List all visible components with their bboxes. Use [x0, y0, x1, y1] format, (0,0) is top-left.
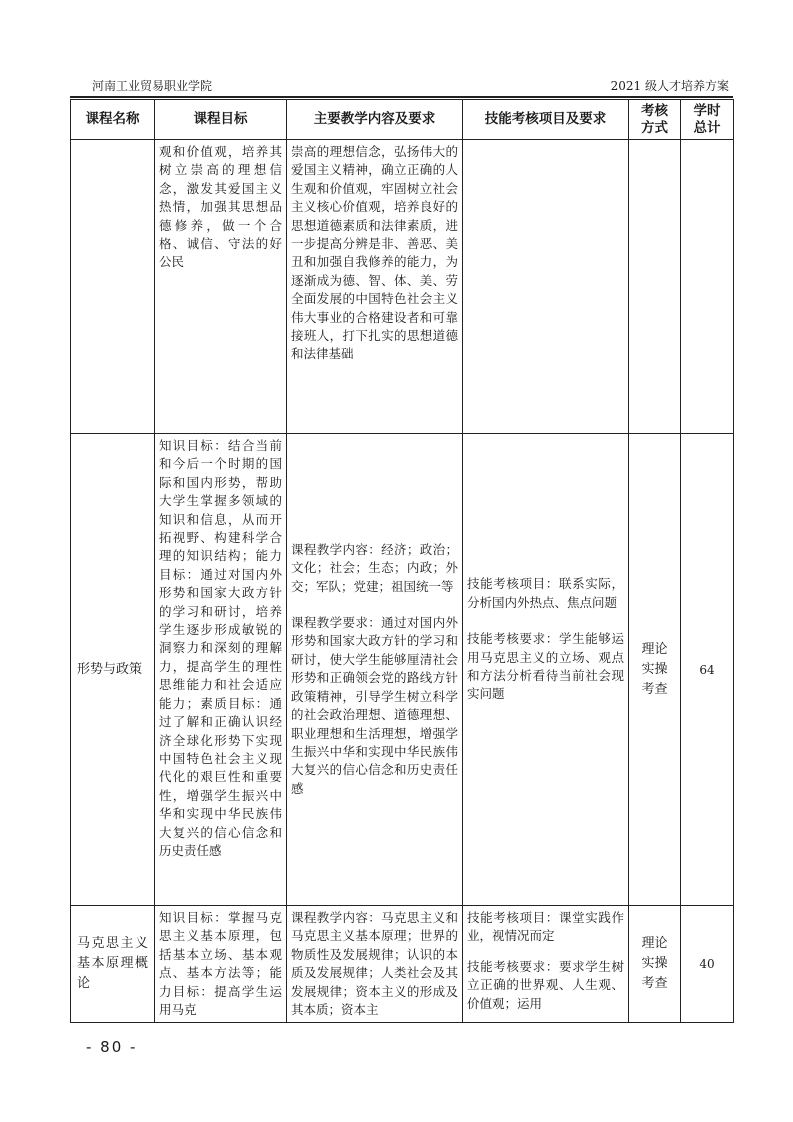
course-name-cell: 马克思主义基本原理概论 [71, 906, 155, 1023]
skill-requirements: 技能考核要求：要求学生树立正确的世界观、人生观、价值观；运用 [467, 958, 624, 1011]
hours-cell: 40 [681, 906, 734, 1023]
skill-requirements: 技能考核要求：学生能够运用马克思主义的立场、观点和方法分析看待当前社会现实问题 [467, 631, 624, 702]
course-name-cell: 形势与政策 [71, 434, 155, 906]
col-header-skill: 技能考核项目及要求 [463, 100, 629, 140]
course-name-cell [71, 140, 155, 434]
course-content-cell [287, 434, 463, 906]
course-goal-cell: 知识目标：结合当前和今后一个时期的国际和国内形势，帮助大学生掌握多领域的知识和信息，从而开拓视野、构建科学合理的知识结构；能力目标：通过对国内外形势和国家大政方针的学习和研讨，培养学生逐步形成敏锐的洞察力和深刻的理解力，提高学生的理性思维能力和社会适应能力；素质目标：通过了解和正确认识经济全球化形势下实现中国特色社会主义现代化的艰巨性和重要性，增强学生振兴中华和实现中华民族伟大复兴的信心信念和历史责任感 [155, 434, 287, 906]
school-name: 河南工业贸易职业学院 [92, 79, 213, 93]
skill-cell [463, 906, 629, 1023]
col-header-method-line-2: 方式 [641, 119, 668, 136]
col-header-hours [681, 100, 734, 140]
table-header-row [71, 100, 734, 140]
col-header-course-goal: 课程目标 [155, 100, 287, 140]
plan-title: 2021 级人才培养方案 [610, 79, 729, 93]
skill-items: 技能考核项目：联系实际，分析国内外热点、焦点问题 [467, 576, 624, 610]
course-content-cell: 崇高的理想信念，弘扬伟大的爱国主义精神，确立正确的人生观和价值观，牢固树立社会主义核心价值观，培养良好的思想道德素质和法律素质，进一步提高分辨是非、善恶、美丑和加强自我修养的能力，为逐渐成为德、智、体、美、劳全面发展的中国特色社会主义伟大事业的合格建设者和可靠接班人，打下扎实的思想道德和法律基础 [287, 140, 463, 434]
col-header-hours-line-2: 总计 [693, 119, 721, 136]
table-row [71, 140, 734, 434]
content-requirements: 课程教学要求：通过对国内外形势和国家大政方针的学习和研讨，使大学生能够厘清社会形势和正确领会党的路线方针政策精神，引导学生树立科学的社会政治理想、道德理想、职业理想和生活理想，增强学生振兴中华和实现中华民族伟大复兴的信心信念和历史责任感 [291, 615, 458, 796]
method-cell: 理论 实操 考查 [629, 906, 681, 1023]
course-goal-cell: 观和价值观，培养其树立崇高的理想信念，激发其爱国主义热情，加强其思想品德修养，做一个合格、诚信、守法的好公民 [155, 140, 287, 434]
table-row [71, 906, 734, 1023]
col-header-content: 主要教学内容及要求 [287, 100, 463, 140]
col-header-method [629, 100, 681, 140]
skill-items: 技能考核项目：课堂实践作业，视情况而定 [467, 910, 624, 944]
col-header-hours-line-1: 学时 [693, 102, 721, 119]
hours-cell: 64 [681, 434, 734, 906]
method-cell [629, 140, 681, 434]
content-topics: 课程教学内容：经济；政治；文化；社会；生态；内政；外交；军队；党建；祖国统一等 [291, 541, 458, 594]
page-header [70, 74, 733, 98]
course-goal-cell: 知识目标：掌握马克思主义基本原理，包括基本立场、基本观点、基本方法等；能力目标：提高学生运用马克 [155, 906, 287, 1023]
course-table [70, 99, 734, 1023]
method-cell: 理论 实操 考查 [629, 434, 681, 906]
skill-cell [463, 434, 629, 906]
col-header-course-name: 课程名称 [71, 100, 155, 140]
hours-cell [681, 140, 734, 434]
table-row [71, 434, 734, 906]
page-number: - 80 - [86, 1038, 138, 1056]
skill-cell [463, 140, 629, 434]
col-header-method-line-1: 考核 [641, 102, 668, 119]
course-content-cell: 课程教学内容：马克思主义和马克思主义基本原理；世界的物质性及发展规律；认识的本质及发展规律；人类社会及其发展规律；资本主义的形成及其本质；资本主 [287, 906, 463, 1023]
